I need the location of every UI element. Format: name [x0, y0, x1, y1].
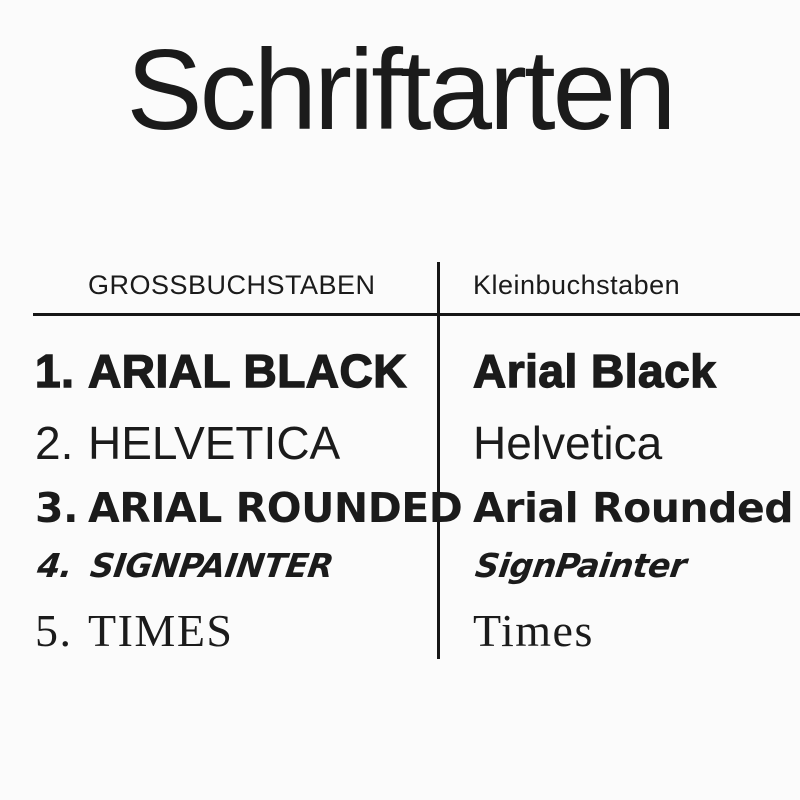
font-row-arial-rounded [0, 484, 800, 536]
uppercase-sample: SIGNPAINTER [88, 546, 336, 585]
lowercase-sample: Times [473, 605, 594, 656]
column-header-uppercase: GROSSBUCHSTABEN [88, 270, 376, 300]
lowercase-sample: Arial Black [473, 345, 717, 397]
font-row-times [0, 604, 800, 656]
row-number: 5. [35, 605, 73, 656]
lowercase-sample: SignPainter [473, 546, 689, 585]
uppercase-sample: ARIAL BLACK [88, 345, 407, 397]
font-row-signpainter [0, 546, 800, 598]
font-row-helvetica [0, 416, 800, 468]
column-header-lowercase: Kleinbuchstaben [473, 270, 681, 300]
header-rule-line [33, 313, 800, 316]
lowercase-sample: Arial Rounded [473, 484, 794, 532]
font-row-arial-black [0, 344, 800, 396]
row-number: 4. [35, 546, 75, 585]
row-number: 2. [35, 417, 74, 469]
uppercase-sample: HELVETICA [88, 417, 341, 469]
lowercase-sample: Helvetica [473, 417, 663, 469]
page-title: Schriftarten [126, 27, 674, 154]
row-number: 1. [35, 345, 75, 397]
uppercase-sample: ARIAL ROUNDED [88, 484, 463, 532]
row-number: 3. [35, 484, 79, 532]
uppercase-sample: TIMES [88, 605, 234, 656]
